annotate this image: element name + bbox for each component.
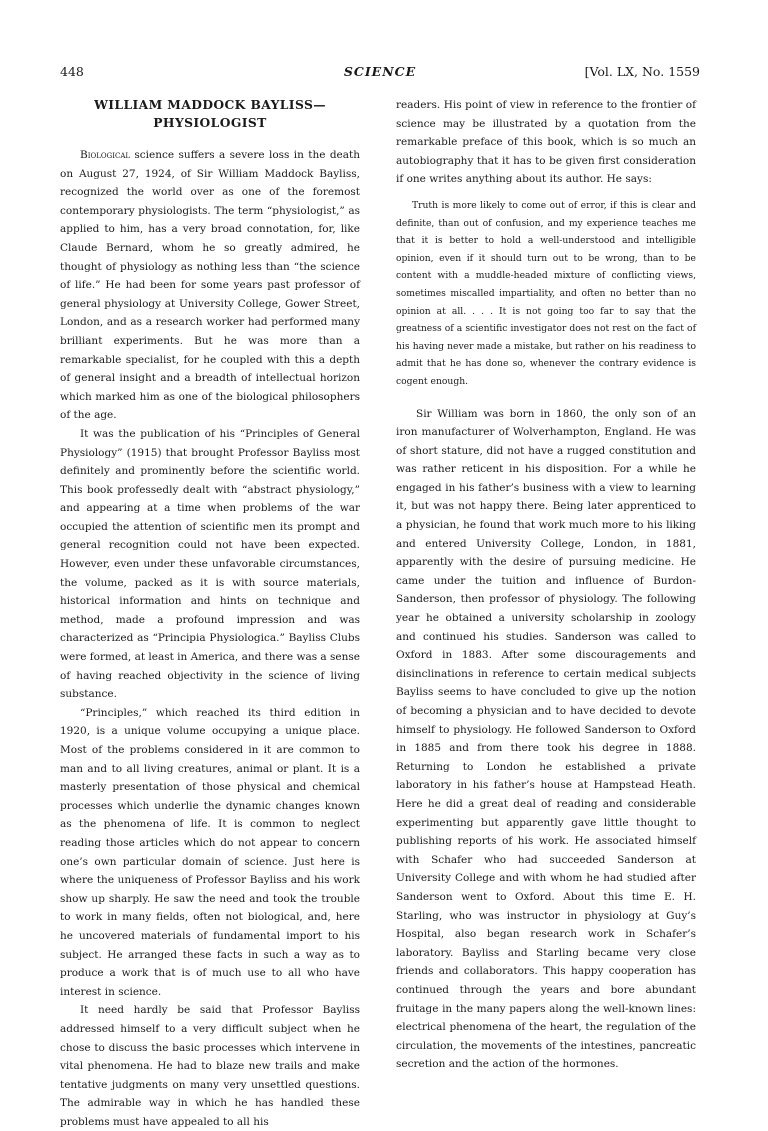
journal-name: SCIENCE [343,64,417,79]
lead-word: Biological [80,149,131,161]
paragraph-principles-edition: “Principles,” which reached its third edition in 1920, is a unique volume occupying a unique place. Most of the problems considered in it are common to man and to all living creatures, animal or plant. It is a masterly presentation of those physical and chemical processes which underlie the dynamic changes known as the phenomena of life. It is common to neglect reading those articles which do not appear to concern one’s own particular domain of science. Just here is where the uniqueness of Professor Bayliss and his work show up sharply. He saw the need and took the trouble to work in many fields, often not biological, and, here he uncovered materials of fundamental import to his subject. He arranged these facts in such a way as to produce a work that is of much use to all who have interest in science. [60,706,360,998]
title-line-2: PHYSIOLOGIST [153,115,267,130]
block-quote [396,197,696,391]
left-column [60,96,360,1131]
paragraph-biography: Sir William was born in 1860, the only son of an iron manufacturer of Wolverhampton, England. He was of short stature, did not have a rugged constitution and was rather reticent in his disposition. For a while he engaged in his father’s business with a view to learning it, but was not happy there. Being later apprenticed to a physician, he found that work much more to his liking and entered University College, London, in 1881, apparently with the desire of pursuing medicine. He came under the tuition and influence of Burdon-Sanderson, then professor of physiology. The following year he obtained a university scholarship in zoology and continued his studies. Sanderson was called to Oxford in 1883. After some discouragements and disinclinations in reference to certain medical subjects Bayliss seems to have concluded to give up the notion of becoming a physician and to have decided to devote himself to physiology. He followed Sanderson to Oxford in 1885 and from there took his degree in 1888. Returning to London he established a private laboratory in his father’s house at Hampstead Heath. Here he did a great deal of reading and considerable experimenting but apparently gave little thought to publishing reports of his work. He associated himself with Schafer who had succeeded Sanderson at University College and with whom he had studied after Sanderson went to Oxford. About this time E. H. Starling, who was instructor in physiology at Guy’s Hospital, also began research work in Schafer’s laboratory. Bayliss and Starling became very close friends and collaborators. This happy cooperation has continued through the years and bore abundant fruitage in the many papers along the well-known lines: electrical phenomena of the heart, the regulation of the circulation, the movements of the intestines, pancreatic secretion and the action of the hormones. [396,407,696,1071]
article-title [60,96,360,132]
paragraph-continuation: readers. His point of view in reference to the frontier of science may be illustrated by a quotation from the remarkable preface of this book, which is so much an autobiography that it has to be given first consideration if one writes anything about its author. He says: [396,99,696,186]
running-header [60,64,700,82]
paragraph-principles-publication: It was the publication of his “Principles of General Physiology” (1915) that brought Professor Bayliss most definitely and prominently before the scientific world. This book professedly dealt with “abstract physiology,” and appearing at a time when problems of the war occupied the attention of scientific men its prompt and general recognition could not have been expected. However, even under these unfavorable circumstances, the volume, packed as it is with source materials, historical information and hints on technique and method, made a profound impression and was characterized as “Principia Physiologica.” Bayliss Clubs were formed, at least in America, and there was a sense of having reached objectivity in the science of living substance. [60,427,360,701]
page-number: 448 [60,64,84,79]
quote-text: Truth is more likely to come out of error, if this is clear and definite, than out of confusion, and my experience teaches me that it is better to hold a well-understood and intelligible opinion, even if it should turn out to be wrong, than to be content with a muddle-headed mixture of conflicting views, sometimes miscalled impartiality, and often no better than no opinion at all. . . . It is not going too far to say that the greatness of a scientific investigator does not rest on the fact of his having never made a mistake, but rather on his readiness to admit that he has done so, whenever the contrary evidence is cogent enough. [396,199,696,387]
paragraph-intro [60,146,360,425]
title-line-1: WILLIAM MADDOCK BAYLISS— [94,97,326,112]
right-column [396,96,696,1074]
paragraph-difficult-subject: It need hardly be said that Professor Bayliss addressed himself to a very difficult subject when he chose to discuss the basic processes which intervene in vital phenomena. He had to blaze new trails and make tentative judgments on many very unsettled questions. The admirable way in which he has handled these problems must have appealed to all his [60,1004,360,1128]
paragraph-intro-text: science suffers a severe loss in the death on August 27, 1924, of Sir William Maddock Bayliss, recognized the world over as one of the foremost contemporary physiologists. The term “physiologist,” as applied to him, has a very broad connotation, for, like Claude Bernard, whom he so greatly admired, he thought of physiology as nothing less than “the science of life.” He had been for some years past professor of general physiology at University College, Gower Street, London, and as a research worker had performed many brilliant experiments. But he was more than a remarkable specialist, for he coupled with this a depth of general insight and a breadth of intellectual horizon which marked him as one of the biological philosophers of the age. [60,149,360,422]
volume-info: [Vol. LX, No. 1559 [584,64,700,79]
